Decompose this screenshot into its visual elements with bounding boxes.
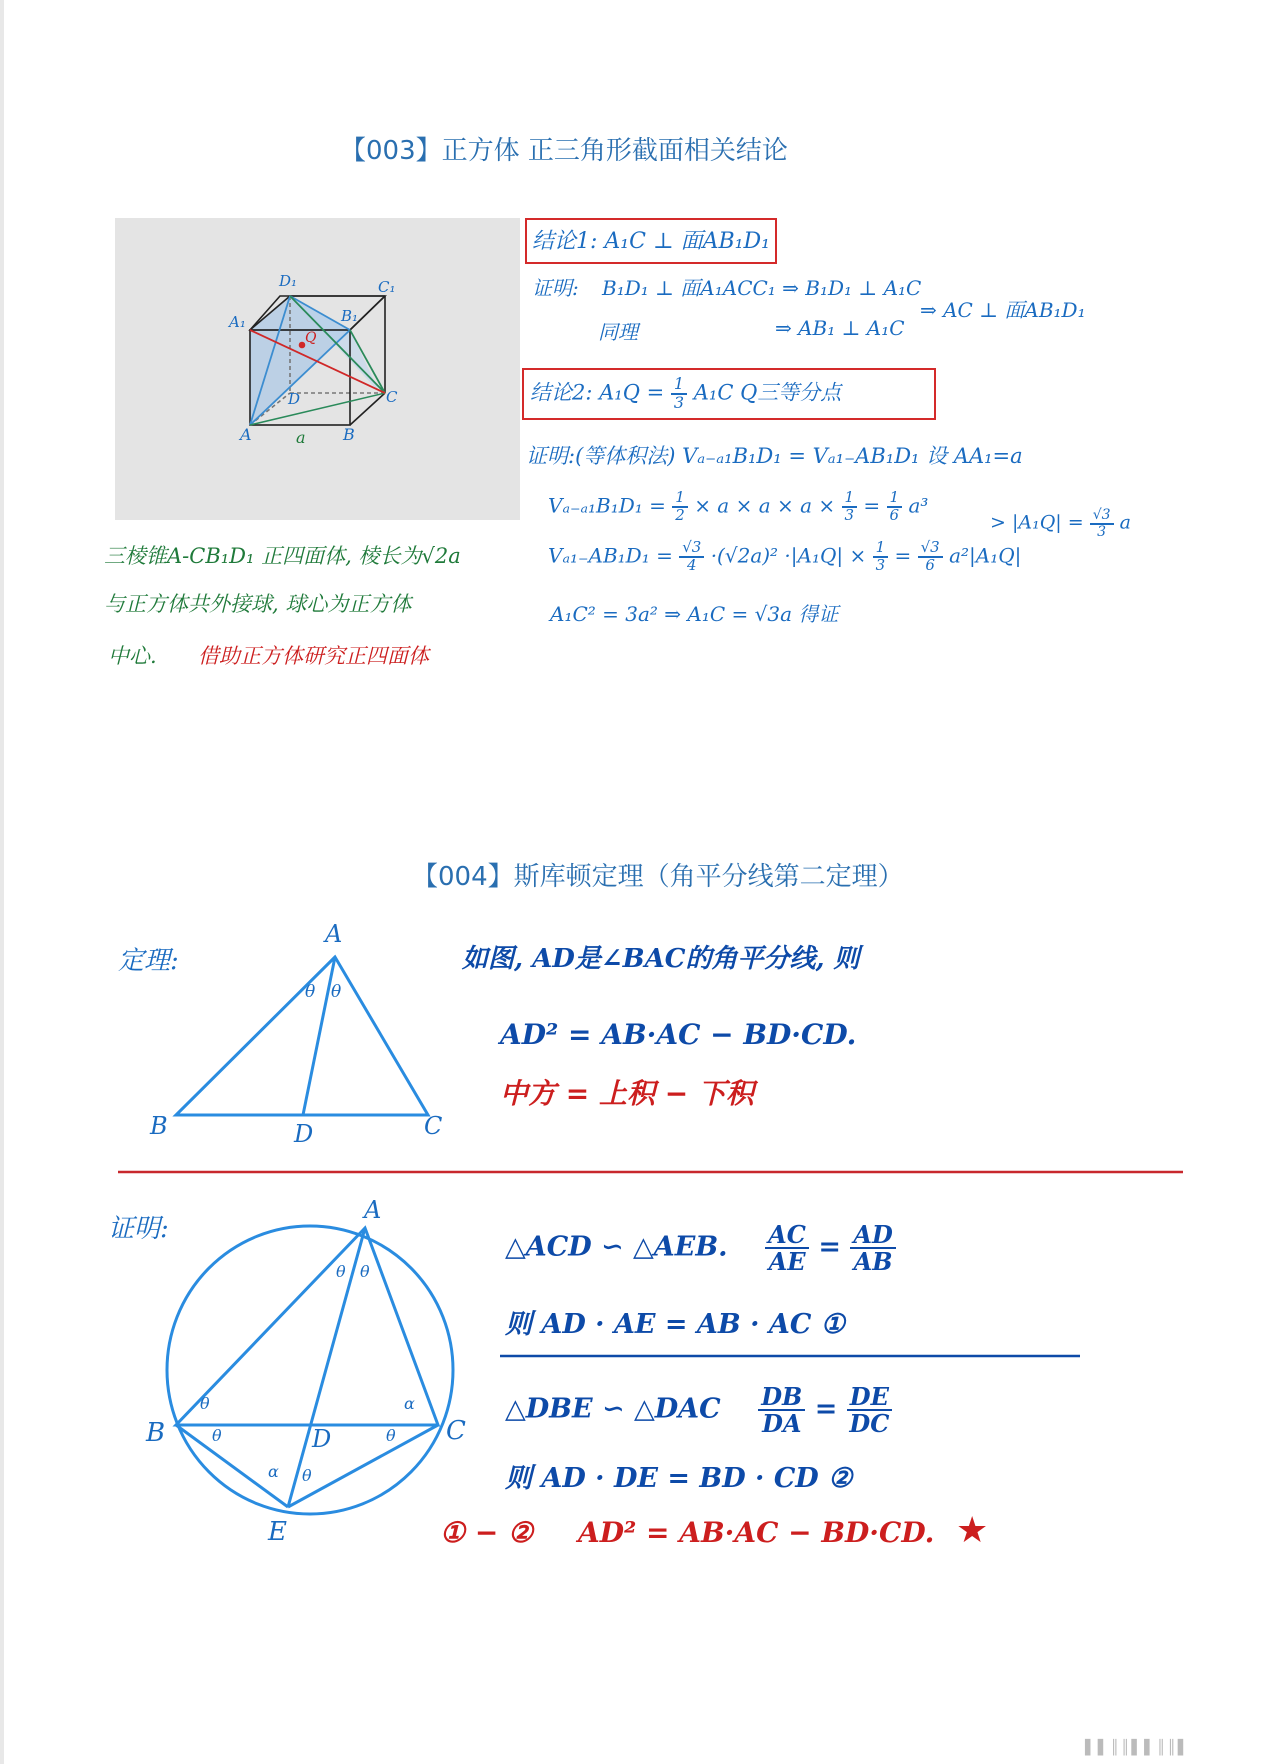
proof2-line2-mid: × a × a × a × (694, 493, 836, 518)
frac-den: DC (849, 1409, 890, 1439)
frac-den: 6 (925, 555, 935, 574)
proof-label: 证明: (108, 1214, 169, 1244)
tri-label-b: B (150, 1112, 168, 1140)
note-line2: 与正方体共外接球, 球心为正方体 (104, 592, 412, 616)
circ-angle-theta-3: θ (200, 1394, 210, 1413)
step1-frac1 (765, 1220, 809, 1277)
step2-eq: = (814, 1393, 838, 1425)
proof2-line2 (548, 490, 928, 524)
note-line3b: 借助正方体研究正四面体 (198, 644, 429, 668)
proof-step2 (505, 1382, 892, 1439)
proof2-line3-lhs: Vₐ₁₋AB₁D₁ = (548, 543, 673, 568)
conclusion2-fraction (671, 376, 687, 412)
proof-step1-result: 则 AD · AE = AB · AC ① (505, 1309, 845, 1340)
proof1-label: 证明: (532, 276, 579, 300)
proof1-line1: B₁D₁ ⊥ 面A₁ACC₁ ⇒ B₁D₁ ⊥ A₁C (602, 276, 922, 300)
tri-angle-theta-right: θ (331, 982, 342, 1002)
frac-den: 3 (1097, 523, 1107, 540)
proof-step2-result: 则 AD · DE = BD · CD ② (505, 1463, 853, 1494)
conclusion2-suffix: A₁C Q三等分点 (693, 380, 842, 405)
tri-label-a: A (325, 920, 343, 948)
circ-label-e: E (268, 1517, 287, 1547)
frac-den: 3 (875, 555, 886, 574)
proof2-side-lhs: > |A₁Q| = (990, 511, 1084, 534)
step2-similar: △DBE ∽ △DAC (505, 1393, 721, 1425)
frac-den: 2 (675, 505, 685, 524)
step1-frac2 (850, 1220, 895, 1277)
circ-label-c: C (446, 1416, 466, 1446)
circ-label-a: A (364, 1196, 382, 1224)
note-line1: 三棱锥A-CB₁D₁ 正四面体, 棱长为√2a (104, 544, 461, 568)
frac-num: DE (847, 1384, 892, 1411)
cube-label-b: B (343, 425, 355, 444)
tri-label-c: C (424, 1112, 443, 1140)
proof2-line3-frac1 (679, 540, 704, 574)
theorem-triangle (176, 957, 428, 1115)
section2-title: 【004】斯库顿定理（角平分线第二定理） (412, 862, 904, 892)
proof2-line3-frac3 (918, 540, 943, 574)
theorem-mnemonic: 中方 = 上积 − 下积 (500, 1077, 754, 1110)
frac-num: AD (850, 1222, 895, 1249)
frac-den: 3 (673, 392, 685, 412)
cube-diagram (250, 296, 385, 425)
cube-label-d: D (288, 390, 301, 408)
cube-label-q: Q (305, 330, 317, 346)
star-icon: ★ (956, 1510, 989, 1551)
frac-num: 1 (873, 540, 889, 558)
theorem-statement: 如图, AD是∠BAC的角平分线, 则 (462, 944, 860, 974)
cube-label-c: C (386, 388, 398, 406)
frac-num: √3 (1090, 508, 1114, 525)
proof2-line2-lhs: Vₐ₋ₐ₁B₁D₁ = (548, 493, 673, 518)
tri-label-d: D (294, 1120, 314, 1148)
cube-label-b1: B₁ (341, 307, 359, 325)
frac-num: 1 (671, 376, 687, 395)
circ-angle-theta-2: θ (360, 1262, 370, 1281)
proof1-result: ⇒ AC ⊥ 面AB₁D₁ (920, 298, 1086, 322)
frac-num: √3 (918, 540, 943, 558)
proof2-line3-frac2 (873, 540, 889, 574)
frac-num: AC (765, 1222, 809, 1249)
circ-angle-theta-4: θ (212, 1426, 222, 1445)
circ-angle-theta-1: θ (336, 1262, 346, 1281)
final-label: ① − ② (440, 1516, 534, 1549)
frac-den: 3 (844, 505, 855, 524)
proof2-line3-rhs: a²|A₁Q| (949, 543, 1022, 568)
theorem-label: 定理: (118, 946, 179, 976)
circ-angle-theta-5: θ (386, 1426, 396, 1445)
step2-frac1 (758, 1382, 805, 1439)
frac-num: 1 (672, 490, 688, 508)
frac-num: √3 (679, 540, 704, 558)
step2-frac2 (847, 1382, 892, 1439)
cube-label-c1: C₁ (378, 278, 396, 296)
circ-angle-alpha-1: α (404, 1394, 415, 1413)
watermark-icon: ▌▌║║▌▌║║▌ (1085, 1740, 1191, 1756)
cube-label-a1: A₁ (229, 313, 246, 331)
note-line3a: 中心. (108, 644, 157, 668)
cube-label-a: A (240, 425, 252, 444)
frac-den: 6 (889, 505, 900, 524)
conclusion2-prefix: 结论2: A₁Q = (530, 380, 665, 405)
proof2-line3-eq: = (894, 543, 912, 568)
frac-den: 4 (687, 555, 697, 574)
tri-angle-theta-left: θ (305, 982, 316, 1002)
proof2-line3-mid: ·(√2a)² ·|A₁Q| × (710, 543, 867, 568)
proof2-line2-frac1 (672, 490, 688, 524)
frac-den: AE (768, 1247, 806, 1277)
circ-angle-alpha-2: α (268, 1462, 279, 1481)
section1-title: 【003】正方体 正三角形截面相关结论 (340, 136, 788, 166)
conclusion1-text: 结论1: A₁C ⊥ 面AB₁D₁ (532, 229, 770, 254)
proof1-line2: ⇒ AB₁ ⊥ A₁C (775, 316, 905, 340)
circ-label-d: D (312, 1425, 332, 1453)
frac-den: DA (762, 1409, 802, 1439)
step1-eq: = (818, 1231, 841, 1263)
frac-num: DB (758, 1384, 805, 1411)
conclusion2-line (530, 376, 841, 412)
proof2-line2-eq: = (863, 493, 881, 518)
theorem-formula: AD² = AB·AC − BD·CD. (500, 1018, 857, 1051)
frac-num: 1 (887, 490, 903, 508)
step1-similar: △ACD ∽ △AEB. (505, 1231, 728, 1263)
circ-label-b: B (146, 1418, 166, 1448)
final-formula: AD² = AB·AC − BD·CD. (578, 1516, 935, 1549)
proof2-line2-rhs: a³ (908, 493, 929, 518)
frac-den: AB (853, 1247, 893, 1277)
cube-label-edge-a: a (296, 428, 306, 447)
frac-num: 1 (842, 490, 858, 508)
circ-angle-theta-6: θ (302, 1466, 312, 1485)
proof-step1 (505, 1220, 896, 1277)
proof1-same: 同理 (598, 320, 638, 344)
cube-label-d1: D₁ (279, 272, 298, 290)
proof2-line4: A₁C² = 3a² ⇒ A₁C = √3a 得证 (550, 602, 839, 626)
proof2-line2-frac2 (842, 490, 858, 524)
proof2-line3 (548, 540, 1021, 574)
proof2-line1: 证明:(等体积法) Vₐ₋ₐ₁B₁D₁ = Vₐ₁₋AB₁D₁ 设 AA₁=a (526, 444, 1023, 468)
proof2-line2-frac3 (887, 490, 903, 524)
proof2-side-result (990, 508, 1131, 539)
proof2-side-rhs: a (1119, 511, 1131, 534)
proof2-side-frac (1090, 508, 1114, 539)
